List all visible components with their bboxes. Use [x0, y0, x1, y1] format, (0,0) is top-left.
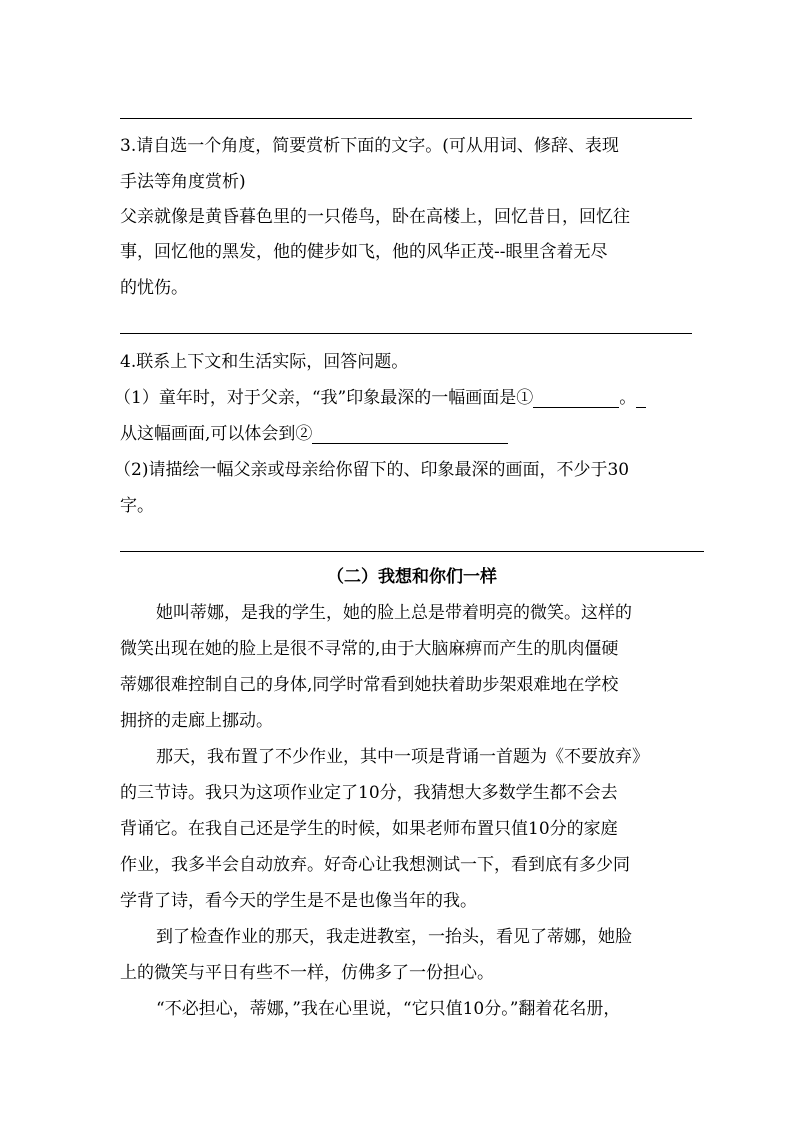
answer-line — [120, 333, 692, 334]
passage-line: 她叫蒂娜，是我的学生，她的脸上总是带着明亮的微笑。这样的 — [156, 603, 632, 623]
answer-line — [120, 118, 692, 119]
question-4-sub2-cont: 字。 — [120, 496, 154, 516]
sub1-text: （1）童年时，对于父亲，“我”印象最深的一幅画面是① — [114, 388, 534, 408]
quote-line: 父亲就像是黄昏暮色里的一只倦鸟，卧在高楼上，回忆昔日，回忆往 — [120, 207, 630, 227]
question-3-prompt: 3.请自选一个角度，简要赏析下面的文字。(可从用词、修辞、表现 — [120, 136, 619, 156]
question-4-sub1-line2 — [120, 424, 700, 444]
section-title: （二）我想和你们一样 — [327, 567, 497, 587]
passage-line: 上的微笑与平日有些不一样，仿佛多了一份担心。 — [120, 963, 494, 983]
passage-line: 微笑出现在她的脸上是很不寻常的,由于大脑麻痹而产生的肌肉僵硬 — [120, 639, 619, 659]
question-4-prompt: 4.联系上下文和生活实际，回答问题。 — [120, 352, 409, 372]
passage-line: 到了检查作业的那天，我走进教室，一抬头，看见了蒂娜，她脸 — [156, 927, 632, 947]
question-4-sub2: （2)请描绘一幅父亲或母亲给你留下的、印象最深的画面，不少于30 — [114, 460, 630, 480]
passage-line: 作业，我多半会自动放弃。好奇心让我想测试一下，看到底有多少同 — [120, 855, 630, 875]
passage-line: 背诵它。在我自己还是学生的时候，如果老师布置只值10分的家庭 — [120, 819, 618, 839]
quote-line: 的忧伤。 — [120, 278, 188, 298]
passage-line: 的三节诗。我只为这项作业定了10分，我猜想大多数学生都不会去 — [120, 783, 618, 803]
question-3-prompt-cont: 手法等角度赏析) — [120, 172, 246, 192]
passage-line: 那天，我布置了不少作业，其中一项是背诵一首题为《不要放弃》 — [156, 747, 649, 767]
sub1-line2-text: 从这幅画面,可以体会到② — [120, 424, 313, 444]
passage-line: “不必担心，蒂娜，”我在心里说，“它只值10分。”翻着花名册， — [156, 999, 621, 1019]
question-4-sub1 — [114, 388, 694, 408]
answer-blank-1-tail — [636, 389, 646, 408]
passage-line: 拥挤的走廊上挪动。 — [120, 711, 273, 731]
passage-line: 学背了诗，看今天的学生是不是也像当年的我。 — [120, 891, 477, 911]
answer-line — [120, 551, 704, 552]
sub1-end: 。 — [619, 388, 637, 408]
answer-blank-1[interactable] — [533, 389, 619, 408]
passage-line: 蒂娜很难控制自己的身体,同学时常看到她扶着助步架艰难地在学校 — [120, 675, 619, 695]
answer-blank-2[interactable] — [312, 425, 508, 444]
quote-line: 事，回忆他的黑发，他的健步如飞，他的风华正茂--眼里含着无尽 — [120, 242, 608, 262]
